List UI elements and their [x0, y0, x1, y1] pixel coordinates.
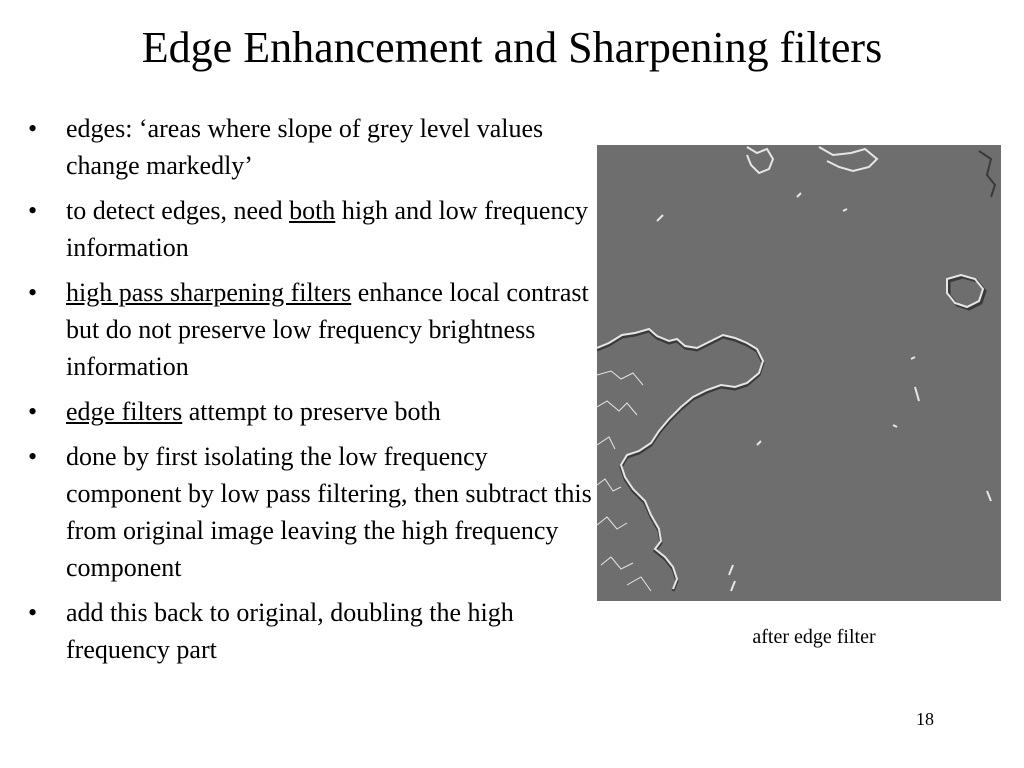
- figure-caption: after edge filter: [752, 626, 876, 648]
- bullet-text: add this back to original, doubling the high frequency part: [66, 598, 514, 664]
- bullet-underlined-text: edge filters: [66, 397, 183, 426]
- bullet-item: [0, 110, 600, 184]
- bullet-text-tail: high and low frequency information: [66, 196, 589, 262]
- bullet-dot: •: [28, 114, 38, 143]
- bullet-dot: •: [28, 278, 38, 307]
- bullet-dot: •: [28, 397, 38, 426]
- bullet-item: [0, 274, 600, 385]
- bullet-text: edges: ‘areas where slope of grey level values change markedly’: [66, 114, 544, 180]
- bullet-underlined-text: high pass sharpening filters: [66, 278, 352, 307]
- bullet-text: done by first isolating the low frequency component by low pass filtering, then subtract this from original image leaving the high frequency component: [66, 442, 592, 582]
- bullet-text-tail: attempt to preserve both: [182, 397, 441, 426]
- bullet-dot: •: [28, 442, 38, 471]
- bullet-item: [0, 393, 600, 430]
- bullet-underlined-text: both: [289, 196, 336, 225]
- slide-title: Edge Enhancement and Sharpening filters: [141, 23, 883, 72]
- bullet-text-tail: enhance local contrast but do not preserve low frequency brightness information: [66, 278, 589, 381]
- image-background: [597, 145, 1001, 601]
- bullet-dot: •: [28, 196, 38, 225]
- bullet-dot: •: [28, 598, 38, 627]
- edge-filter-image: [597, 145, 1001, 601]
- bullet-item: [0, 192, 600, 266]
- slide-number: 18: [916, 709, 934, 729]
- bullet-item: [0, 438, 600, 586]
- bullet-item: [0, 594, 600, 668]
- bullet-text: to detect edges, need: [66, 196, 290, 225]
- bullet-list: [0, 110, 600, 676]
